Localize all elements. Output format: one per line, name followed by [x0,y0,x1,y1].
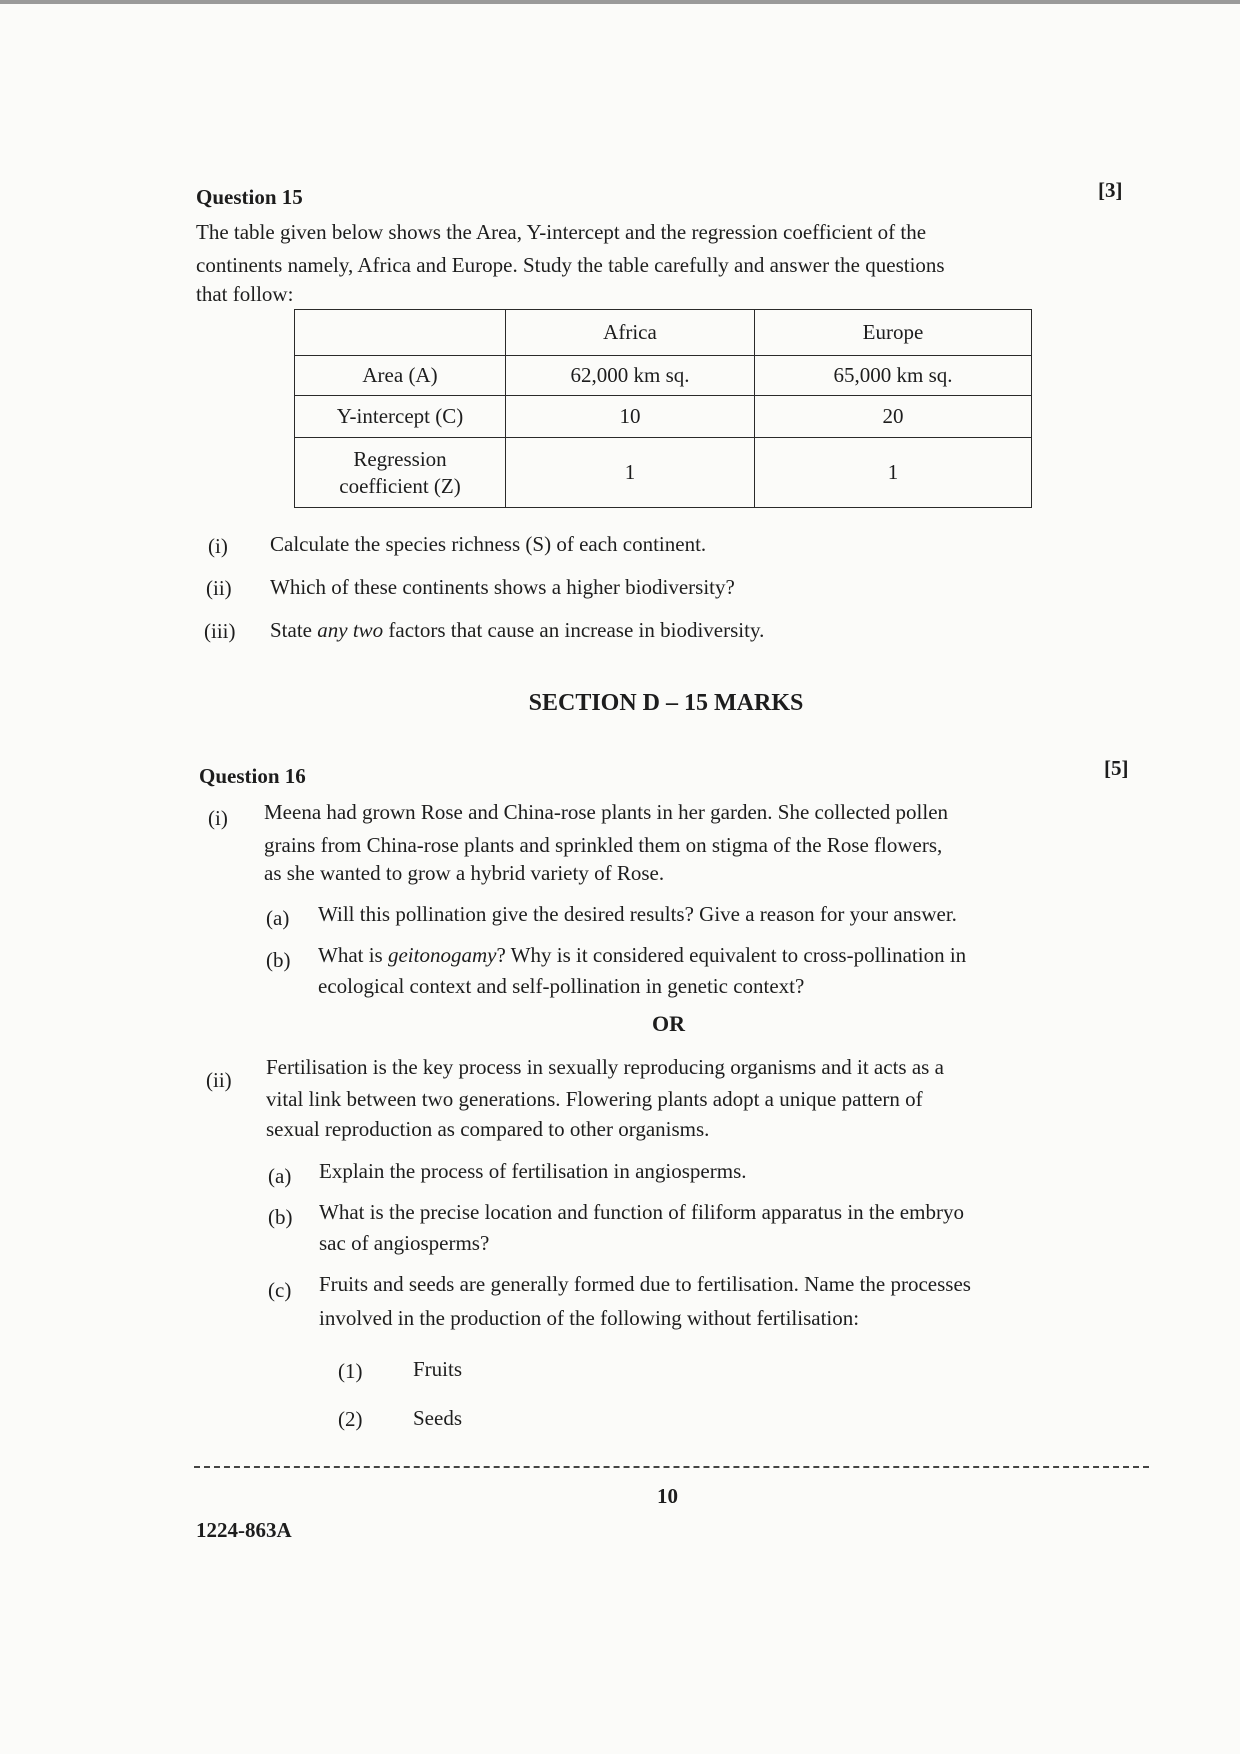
q15-intro-line-2: continents namely, Africa and Europe. Study the table carefully and answer the questions [196,253,945,277]
q16-i-line-3: as she wanted to grow a hybrid variety of Rose. [264,861,665,885]
sub-part-text [318,939,966,972]
sub-part-text-line-2: ecological context and self-pollination in genetic context? [318,974,805,998]
row-label [295,438,506,508]
or-separator: OR [652,1011,685,1036]
q16-i-line-1: Meena had grown Rose and China-rose plants in her garden. She collected pollen [264,800,949,824]
sub-part-text-line-2: sac of angiosperms? [319,1231,490,1255]
question-15-title: Question 15 [196,185,303,209]
row-label: Area (A) [295,356,506,396]
row-label-line-2: coefficient (Z) [339,473,461,498]
question-16-marks: [5] [1104,756,1129,780]
top-border [0,0,1240,4]
row-label: Y-intercept (C) [295,396,506,438]
page-number: 10 [657,1484,678,1508]
q15-part-text: Calculate the species richness (S) of each continent. [270,532,707,556]
table-row [295,396,1032,438]
table-header-cell [295,310,506,356]
q15-part-text [270,614,764,647]
sub-part-number: (b) [268,1205,293,1229]
sub-part-text: What is the precise location and function of filiform apparatus in the embryo [319,1200,964,1224]
q16-ii-line-2: vital link between two generations. Flowering plants adopt a unique pattern of [266,1087,923,1111]
q16-part-number: (ii) [206,1068,232,1092]
sub-sub-part-number: (1) [338,1359,363,1383]
europe-value: 65,000 km sq. [755,356,1032,396]
sub-part-text-line-2: involved in the production of the following without fertilisation: [319,1306,860,1330]
table-header-row [295,310,1032,356]
dashed-divider [194,1466,1149,1468]
text-segment: State [270,618,318,642]
text-segment: factors that cause an increase in biodiversity. [383,618,765,642]
table-header-africa: Africa [506,310,755,356]
sub-part-number: (b) [266,948,291,972]
table-row [295,438,1032,508]
europe-value: 20 [755,396,1032,438]
africa-value: 10 [506,396,755,438]
africa-value: 62,000 km sq. [506,356,755,396]
emphasis-text: geitonogamy [387,943,497,967]
q16-ii-line-1: Fertilisation is the key process in sexually reproducing organisms and it acts as a [266,1055,944,1079]
sub-sub-part-number: (2) [338,1407,363,1431]
paper-code: 1224-863A [196,1518,292,1542]
q16-part-number: (i) [208,806,228,830]
sub-part-number: (a) [268,1164,292,1188]
q16-ii-line-3: sexual reproduction as compared to other organisms. [266,1117,710,1141]
europe-value: 1 [755,438,1032,508]
q15-part-number: (iii) [204,619,236,643]
q15-intro-line-1: The table given below shows the Area, Y-intercept and the regression coefficient of the [196,220,927,244]
row-label-line-1: Regression [353,446,447,471]
sub-part-text: Will this pollination give the desired results? Give a reason for your answer. [318,902,957,926]
q16-i-line-2: grains from China-rose plants and sprinkled them on stigma of the Rose flowers, [264,833,943,857]
question-16-title: Question 16 [199,764,306,788]
emphasis-text: any two [317,618,384,642]
q15-part-text: Which of these continents shows a higher biodiversity? [270,575,735,599]
sub-part-number: (c) [268,1278,292,1302]
sub-part-text: Explain the process of fertilisation in angiosperms. [319,1159,747,1183]
table-header-europe: Europe [755,310,1032,356]
q15-part-number: (ii) [206,576,232,600]
q15-intro-line-3: that follow: [196,282,294,306]
species-data-table [294,309,1032,508]
sub-part-text: Fruits and seeds are generally formed due to fertilisation. Name the processes [319,1272,971,1296]
text-segment: ? Why is it considered equivalent to cross-pollination in [496,943,967,967]
section-heading: SECTION D – 15 MARKS [528,690,804,716]
text-segment: What is [318,943,388,967]
table-row [295,356,1032,396]
sub-part-number: (a) [266,906,290,930]
q15-part-number: (i) [208,534,228,558]
sub-sub-part-text: Fruits [413,1357,463,1381]
sub-sub-part-text: Seeds [413,1406,462,1430]
question-15-marks: [3] [1098,178,1123,202]
africa-value: 1 [506,438,755,508]
